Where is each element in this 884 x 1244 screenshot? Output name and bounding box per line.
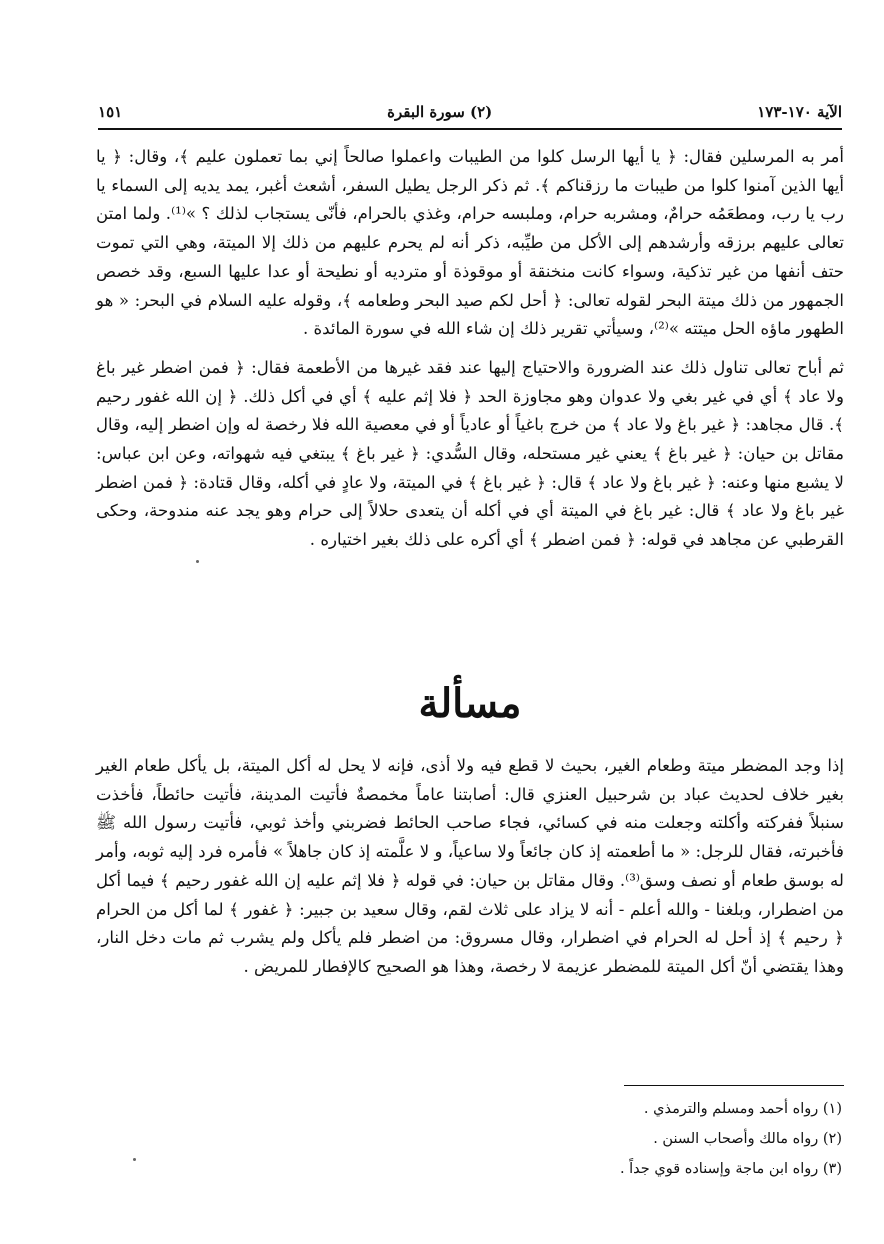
verse-range: الآية ١٧٠-١٧٣ — [757, 103, 842, 121]
scan-speck — [133, 1158, 136, 1161]
section-heading: مسألة — [418, 680, 522, 727]
scan-speck — [196, 560, 199, 563]
section-text — [96, 752, 844, 992]
paragraph-2: ثم أباح تعالى تناول ذلك عند الضرورة والاحتياج إليها عند فقد غيرها من الأطعمة فقال: ﴿ فمن اضطر غير باغ ولا عاد ﴾ أي في غير بغي ولا عدوان وهو مجاوزة الحد ﴿ فلا إثم عليه ﴾ أي في أكل ذلك. ﴿ إن الله غفور رحيم ﴾. قال مجاهد: ﴿ غير باغ ولا عاد ﴾ من خرج باغياً أو عادياً أو في معصية الله فلا رخصة له وإن اضطر إليه، وقال مقاتل بن حيان: ﴿ غير باغ ﴾ يعني غير مستحله، وقال السُّدي: ﴿ غير باغ ﴾ يبتغي فيه شهواته، وعن ابن عباس: لا يشبع منها وعنه: ﴿ غير باغ ولا عاد ﴾ قال: ﴿ غير باغ ﴾ في الميتة، ولا عادٍ في أكله، وقال قتادة: ﴿ فمن اضطر غير باغ ولا عاد ﴾ قال: غير باغ في الميتة أي في أكله أن يتعدى حلالاً إلى حرام وهو يجد عنه مندوحة، وحكى القرطبي عن مجاهد في قوله: ﴿ فمن اضطر ﴾ أي أكره على ذلك بغير اختياره . — [96, 357, 844, 550]
surah-title: (٢) سورة البقرة — [387, 103, 493, 121]
footnotes — [96, 1094, 842, 1184]
footnote-divider — [624, 1085, 844, 1086]
main-text — [96, 143, 844, 565]
page-header — [98, 96, 842, 130]
footnote-3: (٣) رواه ابن ماجة وإسناده قوي جداً . — [619, 1161, 842, 1177]
footnote-1: (١) رواه أحمد ومسلم والترمذي . — [643, 1101, 842, 1117]
footnote-2: (٢) رواه مالك وأصحاب السنن . — [653, 1131, 842, 1147]
paragraph-1: أمر به المرسلين فقال: ﴿ يا أيها الرسل كلوا من الطيبات واعملوا صالحاً إني بما تعملون عليم ﴾، وقال: ﴿ يا أيها الذين آمنوا كلوا من طيبات ما رزقناكم ﴾. ثم ذكر الرجل يطيل السفر، أشعث أغبر، يمد يديه إلى السماء يا رب يا رب، ومطعَمُه حرامٌ، ومشربه حرام، وملبسه حرام، وغذي بالحرام، فأنّى يستجاب لذلك ؟ »⁽¹⁾. ولما امتن تعالى عليهم برزقه وأرشدهم إلى الأكل من طيِّبه، ذكر أنه لم يحرم عليهم من ذلك إلا الميتة، وهي التي تموت حتف أنفها من غير تذكية، وسواء كانت منخنقة أو موقوذة أو مترديه أو نطيحة أو عدا عليها السبع، وقد خصص الجمهور من ذلك ميتة البحر لقوله تعالى: ﴿ أحل لكم صيد البحر وطعامه ﴾، وقوله عليه السلام في البحر: « هو الطهور ماؤه الحل ميتته »⁽²⁾، وسيأتي تقرير ذلك إن شاء الله في سورة المائدة . — [96, 147, 844, 339]
section-paragraph: إذا وجد المضطر ميتة وطعام الغير، بحيث لا قطع فيه ولا أذى، فإنه لا يحل له أكل الميتة، بل يأكل طعام الغير بغير خلاف لحديث عباد بن شرحبيل العنزي قال: أصابتنا عاماً مخمصةٌ فأتيت المدينة، فأتيت حائطاً، فأخذت سنبلاً ففركته وأكلته وجعلت منه في كسائي، فجاء صاحب الحائط فضربني وأخذ ثوبي، فأتيت رسول الله ﷺ فأخبرته، فقال للرجل: « ما أطعمته إذ كان جائعاً ولا ساعياً، و لا علَّمته إذ كان جاهلاً » فأمره فرد إليه ثوبه، وأمر له بوسق طعام أو نصف وسق⁽³⁾. وقال مقاتل بن حيان: في قوله ﴿ فلا إثم عليه إن الله غفور رحيم ﴾ فيما أكل من اضطرار، وبلغنا - والله أعلم - أنه لا يزاد على ثلاث لقم، وقال سعيد بن جبير: ﴿ غفور ﴾ لما أكل من الحرام ﴿ رحيم ﴾ إذ أحل له الحرام في اضطرار، وقال مسروق: من اضطر فلم يأكل ولم يشرب ثم مات دخل النار، وهذا يقتضي أنّ أكل الميتة للمضطر عزيمة لا رخصة، وهذا هو الصحيح كالإفطار للمريض . — [96, 756, 844, 976]
page-number: ١٥١ — [98, 103, 123, 121]
